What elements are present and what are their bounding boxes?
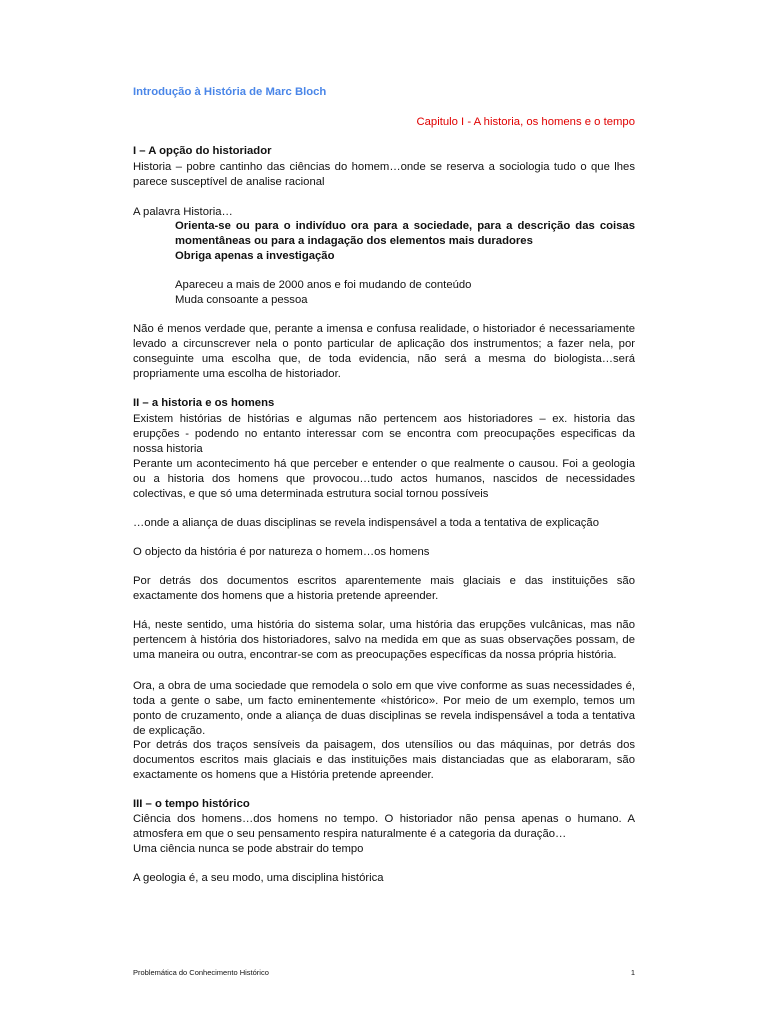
- paragraph: Uma ciência nunca se pode abstrair do tempo: [133, 843, 364, 855]
- chapter-title: Capitulo I - A historia, os homens e o tempo: [416, 116, 635, 128]
- paragraph: Perante um acontecimento há que perceber e entender o que realmente o causou. Foi a geologia ou a historia dos homens que provocou…tudo actos humanos, nascidos de necessidades colectivas, e que só uma determinada estrutura social tornou possíveis: [133, 458, 635, 500]
- paragraph: Historia – pobre cantinho das ciências do homem…onde se reserva a sociologia tudo o que lhes parece susceptível de analise racional: [133, 161, 635, 188]
- bold-definition: Obriga apenas a investigação: [175, 250, 335, 262]
- paragraph: Por detrás dos documentos escritos aparentemente mais glaciais e das instituições são exactamente dos homens que a historia pretende apreender.: [133, 575, 635, 602]
- paragraph: O objecto da história é por natureza o homem…os homens: [133, 546, 430, 558]
- paragraph: Ciência dos homens…dos homens no tempo. O historiador não pensa apenas o humano. A atmosfera em que o seu pensamento respira naturalmente é a categoria da duração…: [133, 813, 635, 840]
- indented-line: Apareceu a mais de 2000 anos e foi mudando de conteúdo: [175, 279, 472, 291]
- paragraph: …onde a aliança de duas disciplinas se revela indispensável a toda a tentativa de explicação: [133, 517, 599, 529]
- footer-text: Problemática do Conhecimento Histórico: [133, 968, 269, 977]
- paragraph: Ora, a obra de uma sociedade que remodela o solo em que vive conforme as suas necessidades é, toda a gente o sabe, um facto eminentemente «histórico». Por meio de um exemplo, temos um ponto de cruzamento, onde a aliança de duas disciplinas se revela indispensável a toda a tentativa de explicação.: [133, 680, 635, 737]
- paragraph: Existem histórias de histórias e algumas não pertencem aos historiadores – ex. historia das erupções - podendo no entanto interessar com se encontra com preocupações especificas da nossa historia: [133, 413, 635, 455]
- page-number: 1: [630, 968, 635, 977]
- indented-line: Muda consoante a pessoa: [175, 294, 308, 306]
- section-heading-3: III – o tempo histórico: [133, 798, 250, 810]
- paragraph: Não é menos verdade que, perante a imensa e confusa realidade, o historiador é necessariamente levado a circunscrever nela o ponto particular de aplicação dos instrumentos; a fazer nela, por conseguinte uma escolha que, de toda evidencia, não será a mesma do biologista…será propriamente uma escolha de historiador.: [133, 323, 635, 380]
- paragraph: Há, neste sentido, uma história do sistema solar, uma história das erupções vulcânicas, mas não pertencem à história dos historiadores, salvo na medida em que as suas observações possam, de uma maneira ou outra, encontrar-se com as preocupações específicas da nossa própria história.: [133, 619, 635, 661]
- bold-definition: Orienta-se ou para o indivíduo ora para a sociedade, para a descrição das coisas momentâneas ou para a indagação dos elementos mais duradores: [175, 220, 635, 247]
- paragraph: Por detrás dos traços sensíveis da paisagem, dos utensílios ou das máquinas, por detrás dos documentos escritos mais glaciais e das instituições mais distanciadas que as elaboraram, são exactamente os homens que a História pretende apreender.: [133, 739, 635, 781]
- paragraph: A geologia é, a seu modo, uma disciplina histórica: [133, 872, 384, 884]
- paragraph: A palavra Historia…: [133, 206, 233, 218]
- document-title: Introdução à História de Marc Bloch: [133, 86, 327, 98]
- section-heading-1: I – A opção do historiador: [133, 145, 272, 157]
- section-heading-2: II – a historia e os homens: [133, 397, 275, 409]
